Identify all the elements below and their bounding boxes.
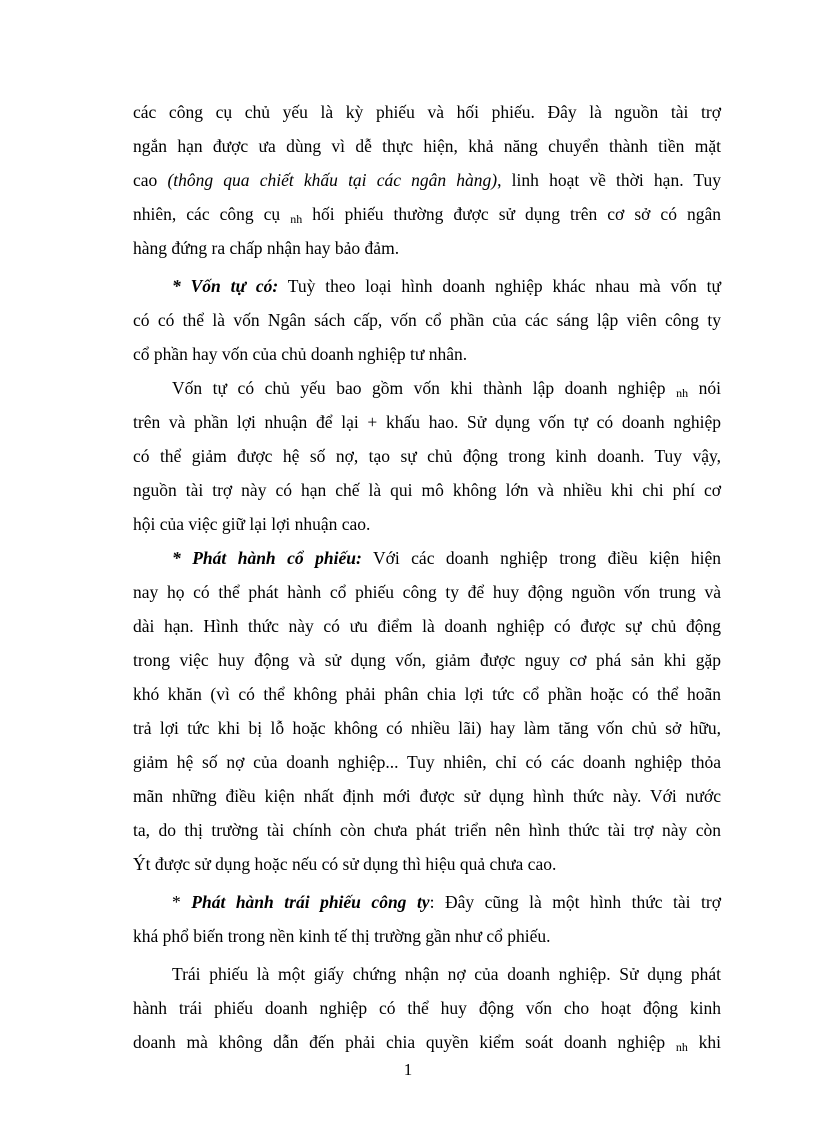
italic-text: (thông qua chiết khấu tại các ngân hàng) bbox=[167, 170, 498, 190]
section-heading: * Vốn tự có: bbox=[172, 276, 279, 296]
text-run: Tuỳ theo loại hình doanh nghiệp khác nhau mà vốn tự bbox=[278, 276, 721, 296]
text-run: nhiên, các công cụ bbox=[133, 204, 291, 224]
section-heading: Phát hành trái phiếu công ty bbox=[191, 892, 430, 912]
small-text: nh bbox=[290, 212, 303, 226]
text-line: hành trái phiếu doanh nghiệp có thể huy động vốn cho hoạt động kinh bbox=[133, 998, 721, 1018]
text-line bbox=[133, 198, 721, 230]
text-line: hàng đứng ra chấp nhận hay bảo đảm. bbox=[133, 238, 400, 258]
text-line: Ýt được sử dụng hoặc nếu có sử dụng thì hiệu quả chưa cao. bbox=[133, 854, 557, 874]
text-line bbox=[172, 372, 721, 404]
small-text: nh bbox=[676, 386, 689, 400]
text-line bbox=[133, 164, 721, 196]
text-line: có thể giảm được hệ số nợ, tạo sự chủ động trong kinh doanh. Tuy vậy, bbox=[133, 446, 721, 466]
text-line: trả lợi tức khi bị lỗ hoặc không có nhiều lãi) hay làm tăng vốn chủ sở hữu, bbox=[133, 718, 721, 738]
text-line bbox=[172, 542, 721, 574]
text-line: Trái phiếu là một giấy chứng nhận nợ của doanh nghiệp. Sử dụng phát bbox=[172, 964, 721, 984]
text-line: ngắn hạn được ưa dùng vì dễ thực hiện, khả năng chuyển thành tiền mặt bbox=[133, 136, 721, 156]
section-heading: * Phát hành cổ phiếu: bbox=[172, 548, 362, 568]
text-run: * bbox=[172, 892, 192, 912]
text-line: cổ phần hay vốn của chủ doanh nghiệp tư nhân. bbox=[133, 344, 468, 364]
text-run: nói bbox=[688, 378, 721, 398]
text-line: có có thể là vốn Ngân sách cấp, vốn cổ phần của các sáng lập viên công ty bbox=[133, 310, 721, 330]
text-line: trong việc huy động và sử dụng vốn, giảm được nguy cơ phá sản khi gặp bbox=[133, 650, 721, 670]
text-run: khi bbox=[687, 1032, 721, 1052]
text-run: : Đây cũng là một hình thức tài trợ bbox=[429, 892, 721, 912]
text-run: Với các doanh nghiệp trong điều kiện hiện bbox=[361, 548, 721, 568]
text-line: hội của việc giữ lại lợi nhuận cao. bbox=[133, 514, 371, 534]
text-line: khá phổ biến trong nền kinh tế thị trường gần như cổ phiếu. bbox=[133, 926, 551, 946]
text-line: nguồn tài trợ này có hạn chế là qui mô không lớn và nhiều khi chi phí cơ bbox=[133, 480, 721, 500]
text-run: cao bbox=[133, 170, 168, 190]
text-line: ta, do thị trường tài chính còn chưa phát triển nên hình thức tài trợ này còn bbox=[133, 820, 721, 840]
text-line bbox=[172, 886, 721, 918]
text-line: nay họ có thể phát hành cổ phiếu công ty để huy động nguồn vốn trung và bbox=[133, 582, 721, 602]
small-text: nh bbox=[675, 1040, 688, 1054]
text-line: trên và phần lợi nhuận để lại + khấu hao. Sử dụng vốn tự có doanh nghiệp bbox=[133, 412, 721, 432]
text-line: các công cụ chủ yếu là kỳ phiếu và hối phiếu. Đây là nguồn tài trợ bbox=[133, 102, 721, 122]
text-run: , linh hoạt về thời hạn. Tuy bbox=[497, 170, 721, 190]
text-line: mãn những điều kiện nhất định mới được sử dụng hình thức này. Với nước bbox=[133, 786, 721, 806]
page-number: 1 bbox=[403, 1060, 413, 1079]
text-line: khó khăn (vì có thể không phải phân chia lợi tức cổ phần hoặc có thể hoãn bbox=[133, 684, 721, 704]
text-line bbox=[172, 270, 721, 302]
text-line: giảm hệ số nợ của doanh nghiệp... Tuy nhiên, chỉ có các doanh nghiệp thỏa bbox=[133, 752, 721, 772]
text-line: dài hạn. Hình thức này có ưu điểm là doanh nghiệp có được sự chủ động bbox=[133, 616, 721, 636]
text-line bbox=[133, 1026, 721, 1058]
text-run: Vốn tự có chủ yếu bao gồm vốn khi thành lập doanh nghiệp bbox=[172, 378, 677, 398]
text-run: hối phiếu thường được sử dụng trên cơ sở có ngân bbox=[302, 204, 721, 224]
text-run: doanh mà không dẫn đến phải chia quyền kiểm soát doanh nghiệp bbox=[133, 1032, 676, 1052]
